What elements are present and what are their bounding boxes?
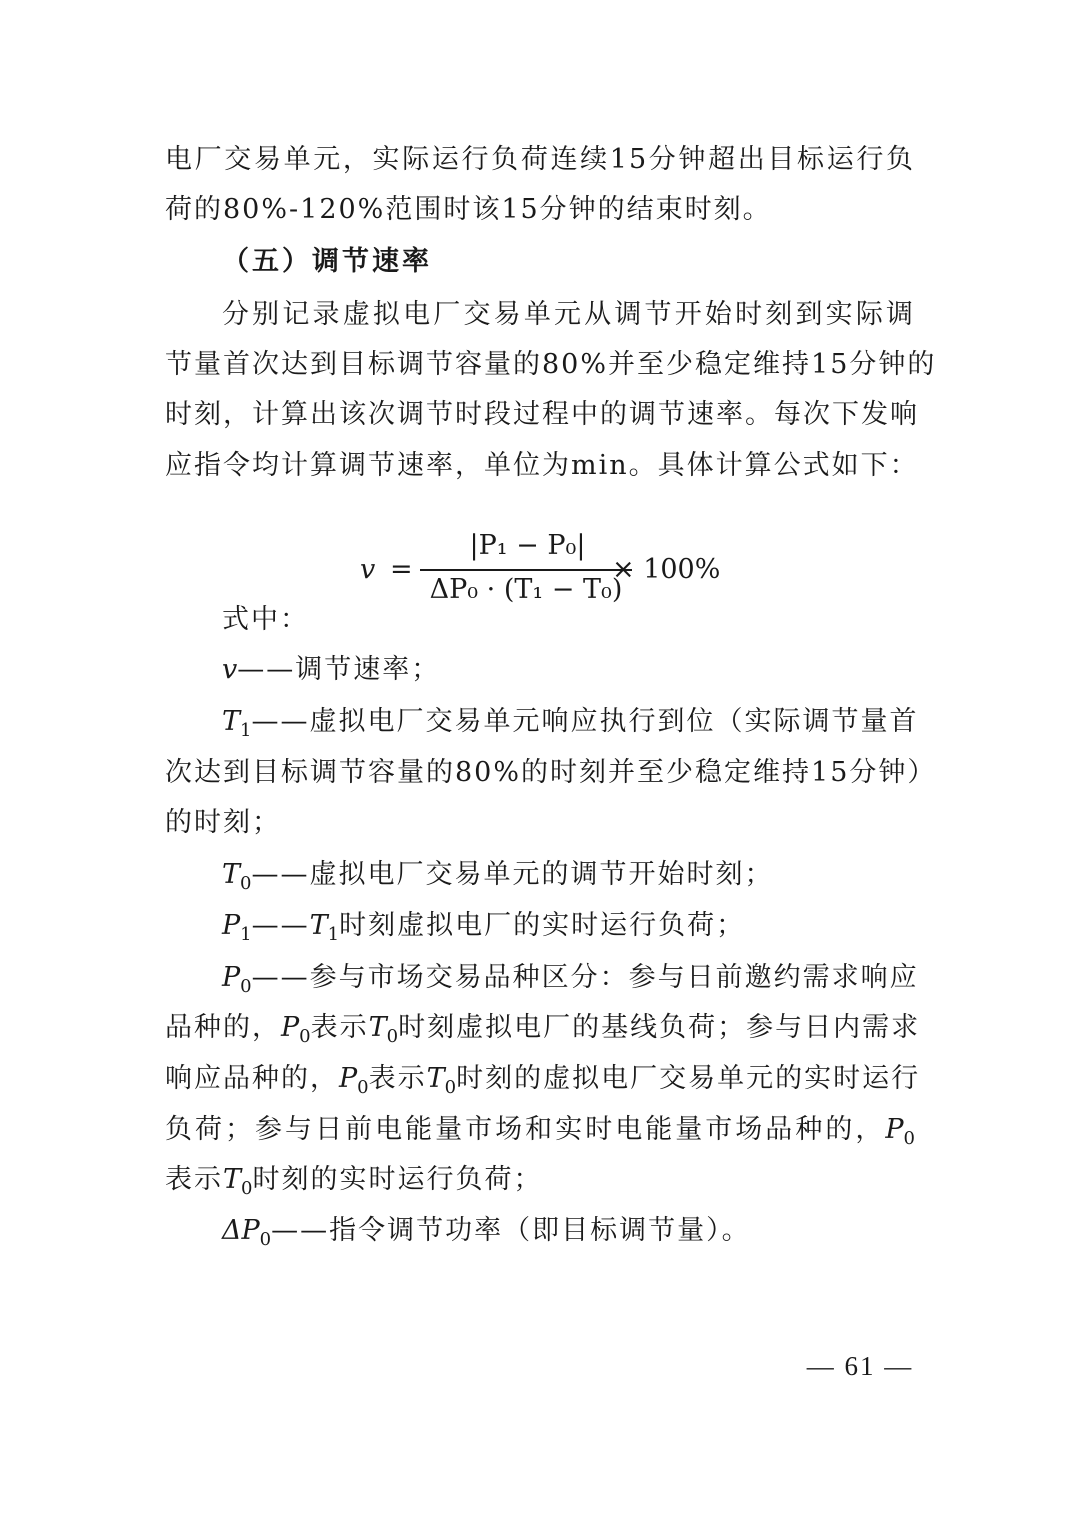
subscript: 0 [444, 1077, 457, 1098]
definition-t0-text: 虚拟电厂交易单元的调节开始时刻； [309, 859, 774, 890]
subscript: 0 [299, 1026, 311, 1047]
symbol-v: v [222, 654, 238, 685]
formula-multiplier: × 100% [612, 554, 721, 585]
definition-v-text: 调节速率； [295, 654, 441, 685]
symbol-p: P [222, 910, 241, 941]
subscript: 1 [327, 924, 340, 945]
dash: —— [237, 654, 296, 685]
symbol-t: T [309, 910, 328, 941]
dash: —— [271, 1215, 330, 1246]
definition-p1-text: 时刻虚拟电厂的实时运行负荷； [339, 910, 746, 941]
symbol-delta-p: ΔP [222, 1215, 260, 1246]
definition-p0-text: 参与市场交易品种区分：参与日前邀约需求响应 [309, 962, 919, 993]
text-segment: 表示 [310, 1012, 369, 1043]
text-segment: 负荷；参与日前电能量市场和实时电能量市场品种的， [165, 1114, 886, 1145]
subscript: 0 [241, 1178, 253, 1199]
definition-t1-text: 虚拟电厂交易单元响应执行到位（实际调节量首 [309, 706, 919, 737]
paragraph-1-line-2: 荷的80%-120%范围时该15分钟的结束时刻。 [165, 194, 772, 225]
paragraph-1-line-1: 电厂交易单元，实际运行负荷连续15分钟超出目标运行负 [165, 144, 915, 175]
text-segment: 表示 [368, 1063, 427, 1094]
text-segment: 品种的， [165, 1012, 281, 1043]
definition-t1-line-1 [222, 702, 919, 742]
dash: —— [251, 962, 310, 993]
text-segment: 表示 [165, 1164, 223, 1195]
definition-p0-line-3 [165, 1059, 921, 1099]
dash: —— [251, 859, 310, 890]
subscript: 0 [259, 1229, 272, 1250]
symbol-t: T [223, 1164, 242, 1195]
definition-delta-p0-text: 指令调节功率（即目标调节量）。 [329, 1215, 751, 1246]
definition-p0-line-5 [165, 1160, 915, 1200]
formula-lhs: v [360, 554, 376, 585]
formula-equals: = [390, 554, 413, 585]
subscript: 0 [357, 1077, 369, 1098]
subscript: 1 [240, 924, 252, 945]
symbol-p: P [339, 1063, 358, 1094]
definition-p0-line-4 [165, 1110, 915, 1150]
definition-t0 [222, 855, 915, 895]
symbol-p: P [885, 1114, 904, 1145]
text-segment: 时刻虚拟电厂的基线负荷；参与日内需求 [398, 1012, 921, 1043]
text-segment: 时刻的虚拟电厂交易单元的实时运行 [456, 1063, 921, 1094]
definition-p1 [222, 906, 915, 946]
paragraph-2-line-4: 应指令均计算调节速率，单位为min。具体计算公式如下： [165, 450, 919, 481]
subscript: 0 [386, 1026, 399, 1047]
symbol-t: T [426, 1063, 445, 1094]
subscript: 0 [240, 976, 252, 997]
definition-v [222, 650, 915, 690]
text-segment: 时刻的实时运行负荷； [252, 1164, 543, 1195]
definition-p0-line-1 [222, 958, 919, 998]
subscript: 0 [903, 1128, 915, 1149]
definition-t1-line-2: 次达到目标调节容量的80%的时刻并至少稳定维持15分钟） [165, 757, 937, 788]
formula-denominator: ΔP₀ · (T₁ − T₀) [429, 574, 623, 605]
definition-p0-line-2 [165, 1008, 921, 1048]
subscript: 0 [240, 873, 252, 894]
paragraph-2-line-1: 分别记录虚拟电厂交易单元从调节开始时刻到实际调 [222, 299, 915, 330]
subscript: 1 [240, 720, 252, 741]
symbol-t: T [222, 706, 241, 737]
section-heading: （五）调节速率 [222, 246, 432, 277]
text-segment: 响应品种的， [165, 1063, 339, 1094]
fraction-bar [420, 569, 632, 571]
where-label: 式中： [222, 604, 309, 635]
page-number: — 61 — [806, 1351, 914, 1381]
rate-formula [360, 530, 780, 610]
formula-numerator: |P₁ − P₀| [469, 530, 586, 561]
definition-t1-line-3: 的时刻； [165, 807, 281, 838]
definition-delta-p0 [222, 1211, 915, 1251]
symbol-t: T [368, 1012, 387, 1043]
dash: —— [251, 706, 310, 737]
symbol-p: P [281, 1012, 300, 1043]
dash: —— [251, 910, 310, 941]
paragraph-2-line-2: 节量首次达到目标调节容量的80%并至少稳定维持15分钟的 [165, 349, 937, 380]
paragraph-2-line-3: 时刻，计算出该次调节时段过程中的调节速率。每次下发响 [165, 399, 919, 430]
symbol-p: P [222, 962, 241, 993]
symbol-t: T [222, 859, 241, 890]
